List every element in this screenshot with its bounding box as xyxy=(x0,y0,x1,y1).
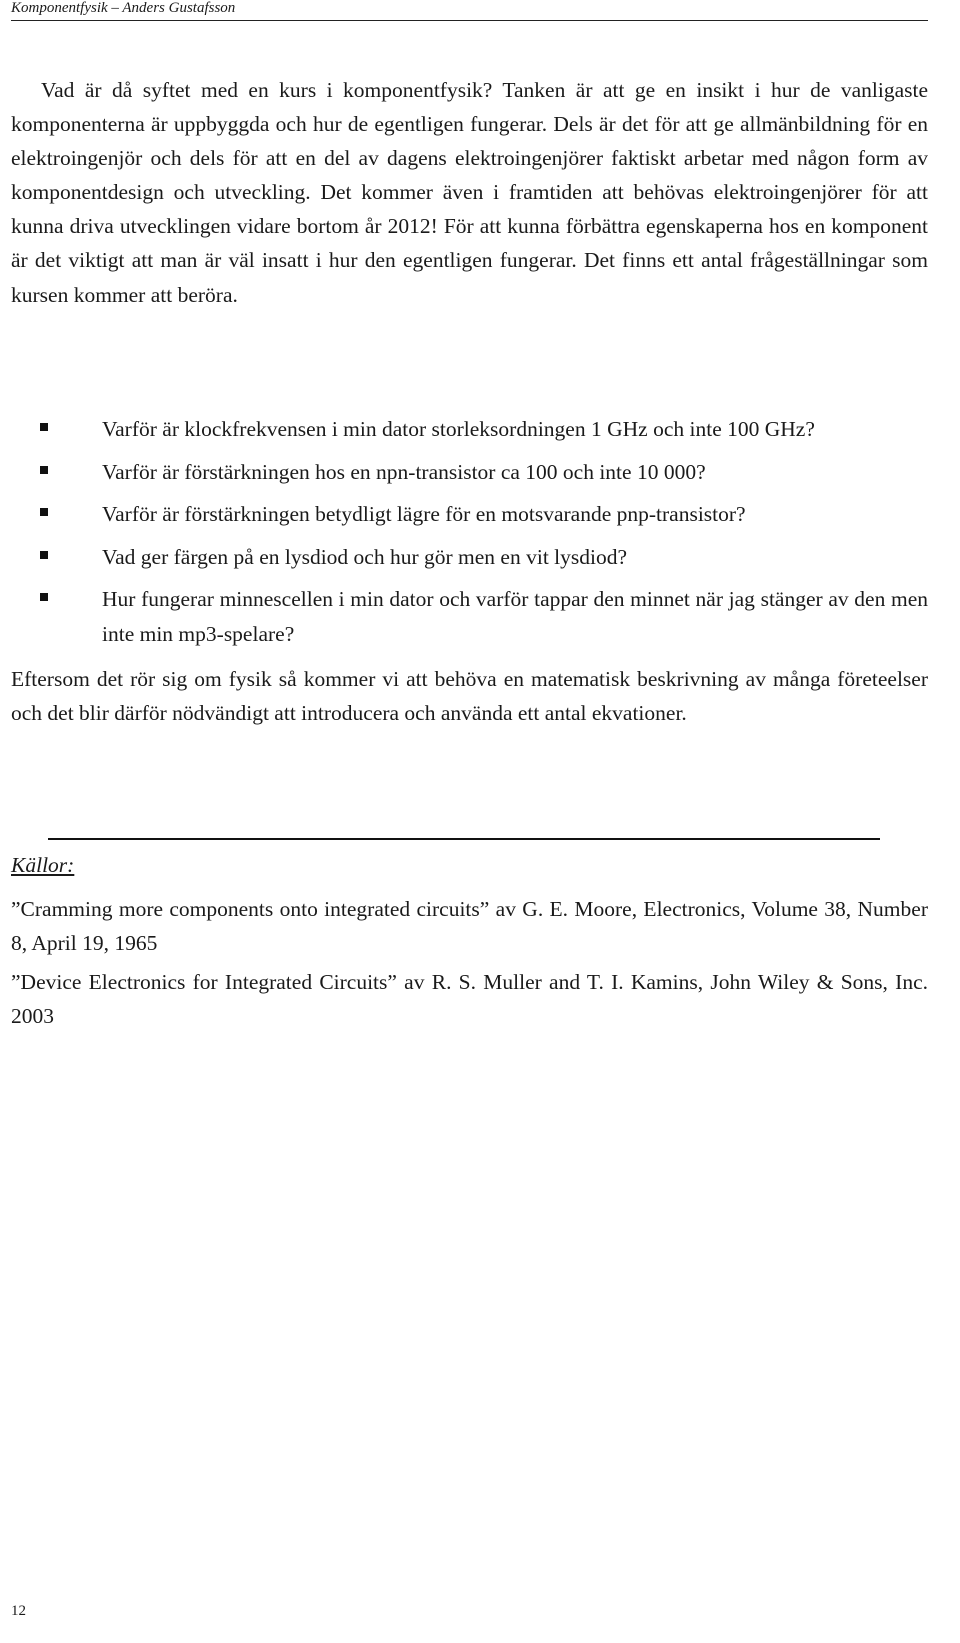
section-divider xyxy=(48,838,880,840)
bullet-square-icon xyxy=(40,551,48,559)
running-header: Komponentfysik – Anders Gustafsson xyxy=(11,0,928,21)
question-text: Varför är förstärkningen betydligt lägre för en motsvarande pnp-transistor? xyxy=(102,502,746,526)
question-text: Hur fungerar minnescellen i min dator och varför tappar den minnet när jag stänger av den men inte min mp3-spelare? xyxy=(102,587,928,646)
bullet-square-icon xyxy=(40,593,48,601)
bullet-square-icon xyxy=(40,466,48,474)
page-number: 12 xyxy=(11,1603,26,1619)
reference-item: ”Device Electronics for Integrated Circuits” av R. S. Muller and T. I. Kamins, John Wiley & Sons, Inc. 2003 xyxy=(11,970,928,1028)
list-item xyxy=(40,412,928,447)
intro-paragraph: Vad är då syftet med en kurs i komponentfysik? Tanken är att ge en insikt i hur de vanligaste komponenterna är uppbyggda och hur de egentligen fungerar. Dels är det för att ge allmänbildning för en elektroingenjör och dels för att en del av dagens elektroingenjörer faktiskt arbetar med någon form av komponentdesign och utveckling. Det kommer även i framtiden att behövas elektroingenjörer för att kunna driva utvecklingen vidare bortom år 2012! För att kunna förbättra egenskaperna hos en komponent är det viktigt att man är väl insatt i hur den egentligen fungerar. Det finns ett antal frågeställningar som kursen kommer att beröra. xyxy=(11,78,928,307)
reference-item: ”Cramming more components onto integrated circuits” av G. E. Moore, Electronics, Volume 38, Number 8, April 19, 1965 xyxy=(11,897,928,955)
question-text: Vad ger färgen på en lysdiod och hur gör men en vit lysdiod? xyxy=(102,544,628,569)
math-paragraph: Eftersom det rör sig om fysik så kommer vi att behöva en matematisk beskrivning av många företeelser och det blir därför nödvändigt att introducera och använda ett antal ekvationer. xyxy=(11,667,928,726)
question-list xyxy=(40,412,928,659)
question-text: Varför är förstärkningen hos en npn-transistor ca 100 och inte 10 000? xyxy=(102,459,706,484)
list-item xyxy=(40,497,928,532)
question-text: Varför är klockfrekvensen i min dator storleksordningen 1 GHz och inte 100 GHz? xyxy=(102,417,815,441)
list-item xyxy=(40,455,928,490)
sources-heading: Källor: xyxy=(11,853,75,877)
list-item xyxy=(40,540,928,575)
list-item xyxy=(40,582,928,651)
bullet-square-icon xyxy=(40,423,48,431)
bullet-square-icon xyxy=(40,508,48,516)
